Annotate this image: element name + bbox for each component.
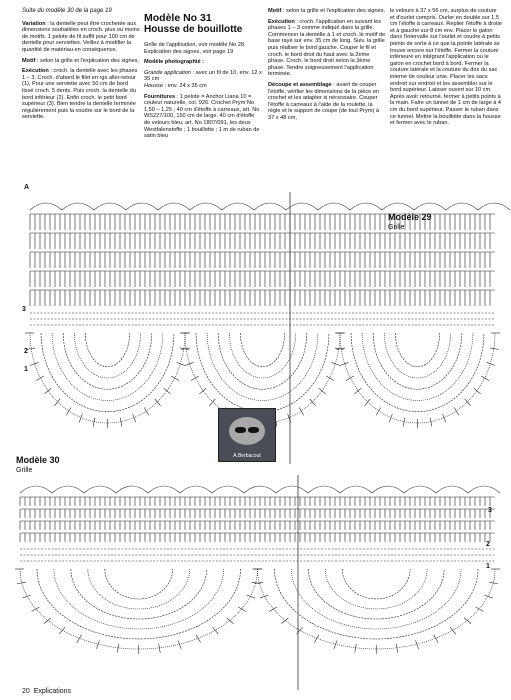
column-4 — [390, 8, 502, 131]
chart29-row-1: 1 — [24, 366, 28, 373]
motif31-paragraph — [268, 8, 386, 15]
chart30-title: Modèle 30 — [16, 455, 60, 465]
chart29-title: Modèle 29 — [388, 212, 432, 222]
chart-stitches — [25, 203, 510, 428]
motif31-text: : selon la grille et l'explication des signes. — [282, 8, 386, 14]
chart-stitches — [15, 486, 500, 654]
execution31-paragraph — [268, 19, 386, 78]
model31-intro: Grille de l'application, voir modèle No 28. Explication des signes, voir page 19 — [144, 42, 246, 55]
chart29-row-3: 3 — [22, 306, 26, 313]
execution-label: Exécution — [22, 68, 49, 75]
sunglass-right — [248, 427, 259, 433]
watermark-caption: A.Berbacout — [233, 453, 261, 459]
photo-label: Modèle photographié : — [144, 59, 204, 66]
app-label: Grande application — [144, 69, 191, 76]
motif-paragraph — [22, 58, 140, 65]
footer-label: Explications — [33, 688, 72, 695]
chart29-row-a: A — [24, 184, 30, 191]
motif31-label: Motif — [268, 8, 282, 14]
decoupe-label: Découpe et assemblage — [268, 81, 332, 88]
housse-text: : env. 24 x 35 cm — [164, 82, 207, 89]
watermark-photo — [218, 408, 276, 462]
chart29-row-2: 2 — [24, 348, 28, 355]
execution-paragraph — [22, 68, 140, 121]
assembly-continued: le velours à 37 x 56 cm, surplus de couture et d'ourlet compris. Ourler en double sur 1,5 cm l'étoffe à carreaux. Replier l'étoffe à droite et à gauche sur 8 cm env. Placer le galon dans l'intervalle sur l'ourlet et coudre à petits points de sorte à ce que la pointe latérale se trouve encore sur l'étoffe. Fermer la couture inférieure en intégrant l'application ou le galon en crochet bord à bord. Fermer la couture latérale et la couture du dos du sac interne de couleur unie. Placer les sacs endroit sur endroit et les assembler sur le bord supérieur. Laisser ouvert sur 10 cm. Après avoir retourné, fermer à petits points à la main. Faire un tunnel de 1 cm de large à 4 cm du bord supérieur. Passer le ruban dans ce tunnel. Mettre la bouillotte dans la housse et fermer avec le ruban. — [390, 8, 502, 127]
chart30-row-3: 3 — [488, 507, 492, 514]
column-2 — [144, 8, 262, 144]
continuation-note: Suite du modèle 30 de la page 19 — [22, 8, 112, 14]
app-text: : avec un fil de 10, env. 12 x 35 cm — [144, 69, 262, 83]
chart29-subtitle: Grille — [388, 224, 405, 231]
column-3 — [268, 8, 386, 126]
app-paragraph — [144, 70, 262, 90]
motif-text: : selon la grille et l'explication des signes. — [36, 57, 140, 64]
decoupe-text: : avant de couper l'étoffe, vérifier les dimensions de la pièce en crochet et les adapter si nécessaire. Couper l'étoffe à carreaux à l'aide de la roulette, la règle et le support de coupe (de tout Prym) à 37 x 48 cm, — [268, 81, 380, 121]
housse-label: Housse — [144, 82, 163, 89]
chart30-diagram — [0, 475, 511, 690]
fournitures-label: Fournitures — [144, 93, 176, 100]
variation-text: : la dentelle peut être crochetée aux dimensions souhaitées en croch. plus ou moins de motifs. 1 pelote de fil suffit pour 100 cm de dentelle pour serviettes. Veillez à modifier la quantité de matériau en conséquence. — [22, 20, 140, 53]
page-number: 20 — [22, 688, 30, 695]
sunglass-left — [235, 427, 246, 433]
fournitures-paragraph — [144, 94, 262, 140]
fournitures-text: : 1 pelote = Anchor Liana 10 = couleur naturelle, col. 926. Crochet Prym No 1,50 – 1,25 ; 40 cm d'étoffe à carreaux, art. No WS227/100, 150 cm de large. 40 cm d'étoffe de velours bleu, art. No 1807/091, les deux Westfalenstoffe ; 1 bouillotte ; 1 m de ruban de satin bleu — [144, 93, 260, 140]
variation-label: Variation — [22, 20, 46, 27]
chart30-subtitle: Grille — [16, 467, 33, 474]
chart30-row-1: 1 — [486, 563, 490, 570]
execution31-text: : croch. l'application en suivant les phases 1 – 3 comme indiqué dans la grille. Commencer la dentelle à 1 et croch. le motif de base rayé sur env. 35 cm de long. Suiv. la grille puis réaliser le bord gauche. Couper le fil et croch. le bord droit du haut avec la 2ème phase. Croch. le bord droit selon la 3ème phase. Tendre soigneusement l'application terminée. — [268, 18, 386, 78]
variation-paragraph — [22, 21, 140, 54]
model31-title: Modèle No 31 — [144, 12, 212, 24]
model31-subtitle: Housse de bouillotte — [144, 24, 243, 35]
column-1 — [22, 8, 140, 125]
motif-label: Motif — [22, 57, 36, 64]
decoupe-paragraph — [268, 82, 386, 122]
page-footer — [22, 688, 71, 695]
execution-text: : croch. la dentelle avec les phases 1 – 3. Croch. d'abord le filet en rgs aller-retour (1). Pour une serviette avec 50 cm de bord tissé croch. 5 dents. Puis croch. la dentelle du bord inférieur (2). Enfin croch. le petit bord supérieur (3). Bien tendre la dentelle terminée régulièrement puis la coudre sur le bord de la serviette. — [22, 68, 138, 121]
execution31-label: Exécution — [268, 18, 295, 25]
chart30-row-2: 2 — [486, 541, 490, 548]
